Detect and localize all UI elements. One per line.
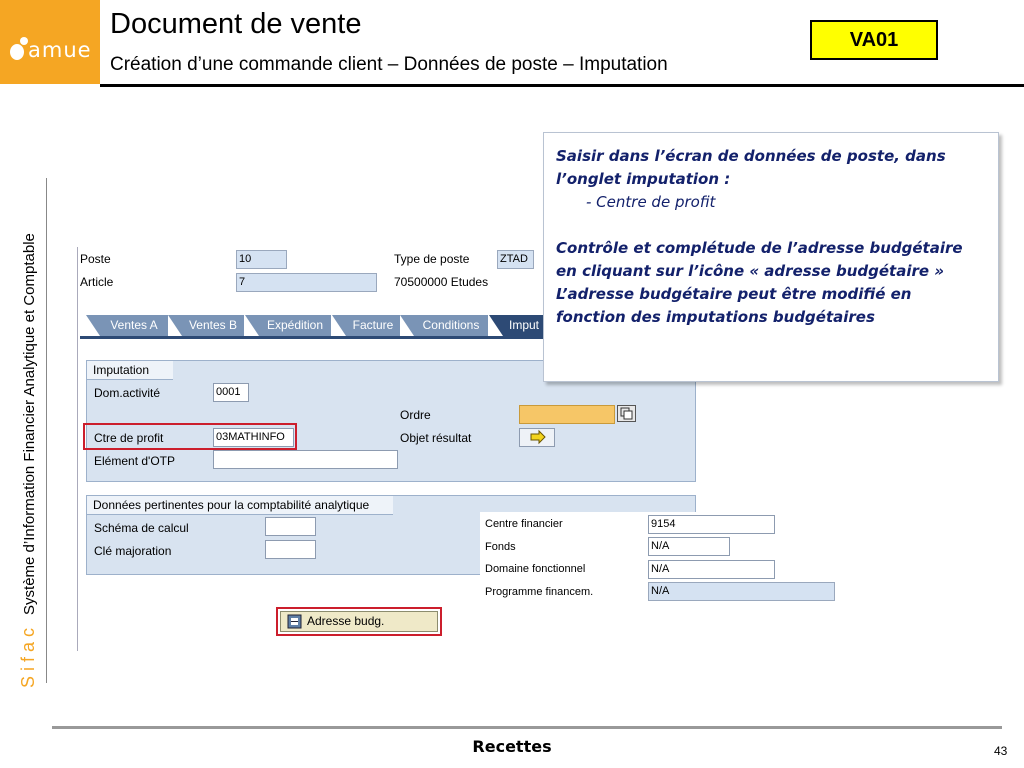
- fonds-field[interactable]: N/A: [648, 537, 730, 556]
- domaine-fonctionnel-field[interactable]: N/A: [648, 560, 775, 579]
- poste-label: Poste: [80, 252, 111, 266]
- imputation-group-title: Imputation: [87, 361, 173, 380]
- callout-line-3: Contrôle et complétude de l’adresse budgétaire en cliquant sur l’icône « adresse budgétaire »: [556, 239, 963, 280]
- centre-financier-field[interactable]: 9154: [648, 515, 775, 534]
- adresse-budgetaire-label: Adresse budg.: [307, 614, 385, 628]
- amue-logo: [0, 0, 100, 84]
- type-poste-label: Type de poste: [394, 252, 470, 266]
- ctre-profit-highlight: [83, 423, 297, 450]
- centre-financier-label: Centre financier: [485, 518, 563, 530]
- page-number: 43: [994, 744, 1008, 758]
- callout-line-4: L’adresse budgétaire peut être modifié en fonction des imputations budgétaires: [556, 285, 912, 326]
- schema-calcul-field[interactable]: [265, 517, 316, 536]
- objet-resultat-label: Objet résultat: [400, 431, 472, 445]
- ordre-details-button[interactable]: [617, 405, 636, 422]
- schema-calcul-label: Schéma de calcul: [94, 521, 189, 535]
- fonds-label: Fonds: [485, 541, 516, 553]
- tab-conditions[interactable]: Conditions: [414, 315, 488, 336]
- callout-line-2: - Centre de profit: [586, 193, 716, 211]
- ctre-profit-label: Ctre de profit: [94, 431, 164, 445]
- article-field[interactable]: 7: [236, 273, 377, 292]
- dom-activite-field[interactable]: 0001: [213, 383, 249, 402]
- article-description: 70500000 Etudes: [394, 275, 489, 289]
- header-divider: [100, 84, 1024, 87]
- side-vertical-label: [10, 128, 46, 690]
- page-title: Document de vente: [110, 8, 362, 40]
- element-otp-label: Elément d'OTP: [94, 454, 175, 468]
- poste-field[interactable]: 10: [236, 250, 287, 269]
- tab-ventes-a[interactable]: Ventes A: [100, 315, 168, 336]
- footer-divider: [52, 726, 1002, 729]
- logo-drop-icon: [8, 36, 30, 62]
- footer-title: Recettes: [472, 737, 552, 756]
- tab-expedition[interactable]: Expédition: [259, 315, 331, 336]
- page-subtitle: Création d’une commande client – Données de poste – Imputation: [110, 54, 668, 75]
- side-divider: [46, 178, 47, 683]
- ordre-field[interactable]: [519, 405, 615, 424]
- ordre-label: Ordre: [400, 408, 431, 422]
- logo-text: amue: [28, 38, 92, 62]
- programme-financement-label: Programme financem.: [485, 586, 594, 598]
- ctre-profit-field[interactable]: 03MATHINFO: [213, 428, 294, 447]
- cle-majoration-field[interactable]: [265, 540, 316, 559]
- programme-financement-field[interactable]: N/A: [648, 582, 835, 601]
- element-otp-field[interactable]: [213, 450, 398, 469]
- callout-line-1: Saisir dans l’écran de données de poste, dans l’onglet imputation :: [556, 147, 946, 188]
- objet-resultat-button[interactable]: [519, 428, 555, 447]
- cle-majoration-label: Clé majoration: [94, 544, 172, 558]
- tab-imputation[interactable]: Imput: [503, 315, 543, 336]
- type-poste-field[interactable]: ZTAD: [497, 250, 534, 269]
- article-label: Article: [80, 275, 114, 289]
- tab-facture[interactable]: Facture: [346, 315, 400, 336]
- analytique-group-title: Données pertinentes pour la comptabilité analytique: [87, 496, 393, 515]
- arrow-right-icon: [520, 429, 554, 446]
- adresse-budg-highlight: [276, 607, 442, 636]
- transaction-code-badge: VA01: [810, 20, 938, 60]
- domaine-fonctionnel-label: Domaine fonctionnel: [485, 563, 586, 575]
- copy-icon: [618, 406, 635, 421]
- instruction-callout: [543, 132, 999, 382]
- tab-ventes-b[interactable]: Ventes B: [182, 315, 244, 336]
- sifac-brand: Sifac: [18, 622, 38, 688]
- dom-activite-label: Dom.activité: [94, 386, 161, 400]
- side-label-text: Système d’Information Financier Analytique et Comptable: [21, 233, 38, 615]
